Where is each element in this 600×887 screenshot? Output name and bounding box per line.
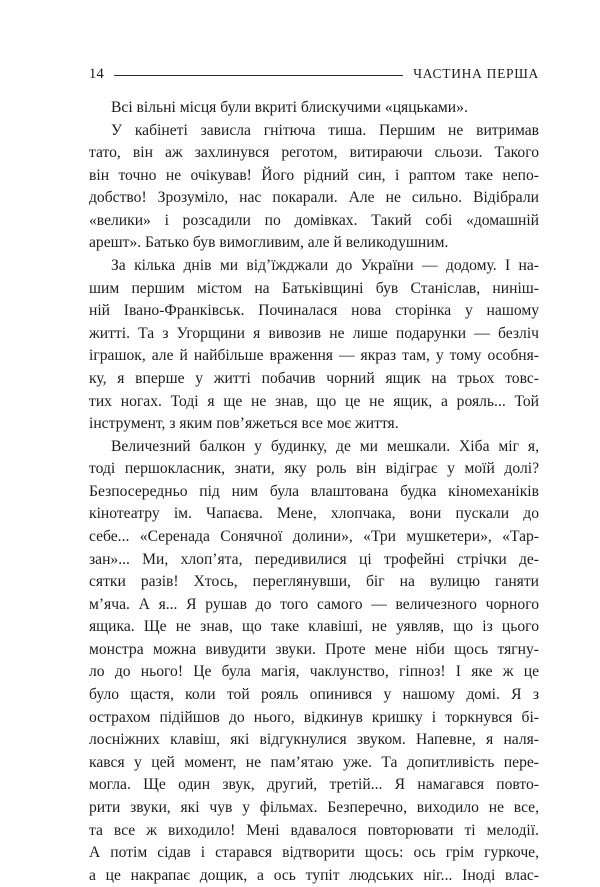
text-line: У кабінеті зависла гнітюча тиша. Першим не витримав: [111, 121, 539, 139]
text-line: шим першим містом на Батьківщині був Станіслав, нинiш-: [89, 279, 539, 297]
text-line: За кілька днів ми від’їжджали до України — додому. І на-: [111, 257, 539, 275]
text-line: ло до нього! Це була магія, чаклунство, гіпноз! І яке ж це: [89, 663, 539, 681]
text-line: А потім сідав і старався відтворити щось: ось грім гуркоче,: [89, 844, 539, 862]
text-line: Величезний балкон у будинку, де ми мешкали. Хіба міг я,: [111, 437, 539, 455]
header-rule: [114, 75, 403, 76]
text-line: житті. Та з Угорщини я вивозив не лише подарунки — безліч: [89, 324, 539, 342]
text-line: себе... «Серенада Сонячної долини», «Три мушкетери», «Тар-: [89, 527, 539, 545]
text-line: монстра можна вивудити звуки. Проте мене ніби щось тягну-: [89, 640, 539, 658]
text-line: тоді першокласник, знати, яку роль він відіграє у моїй долі?: [89, 460, 539, 478]
text-line: та все ж виходило! Мені вдавалося повторювати ті мелодії.: [89, 821, 539, 839]
text-line: тато, він аж захлинувся реготом, витираючи сльози. Такого: [89, 144, 539, 162]
text-line: він точно не очікував! Його рідний син, і раптом таке непо-: [89, 166, 539, 184]
text-line: ящика. Ще не знав, що таке клавіші, не уявляв, що із цього: [89, 618, 539, 636]
text-line: ній Івано-Франківськ. Починалася нова сторінка у нашому: [89, 302, 539, 320]
text-line: острахом підійшов до нього, відкинув кришку і торкнувся бі-: [89, 708, 539, 726]
section-title: ЧАСТИНА ПЕРША: [413, 66, 539, 81]
text-line: Безпосередньо під ним була влаштована будка кіномеханіків: [89, 482, 539, 500]
running-head: [89, 64, 539, 84]
text-line: сятки разів! Хтось, переглянувши, біг на вулицю ганяти: [89, 573, 539, 591]
text-line: було щастя, коли той рояль опинився у нашому домі. Я з: [89, 686, 539, 704]
text-line: могла. Ще один звук, другий, третій... Я намагався повто-: [89, 776, 539, 794]
text-line: інструмент, з яким пов’яжеться все моє життя.: [89, 415, 399, 433]
text-line: добство! Зрозуміло, нас покарали. Але не сильно. Відібрали: [89, 189, 539, 207]
text-line: іграшок, але й найбільше враження — якраз там, у тому особня-: [89, 347, 539, 365]
text-line: кінотеатру ім. Чапаєва. Мене, хлопчака, вони пускали до: [89, 505, 539, 523]
page-number: 14: [89, 65, 105, 82]
text-line: рити звуки, які чув у фільмах. Безперечно, виходило не все,: [89, 798, 539, 816]
body-text: [89, 97, 539, 887]
text-line: арешт». Батько був вимогливим, але й великодушним.: [89, 234, 449, 252]
text-line: м’яча. А я... Я рушав до того самого — величезного чорного: [89, 595, 539, 613]
text-line: лосніжних клавіш, які відгукнулися звуком. Напевне, я наля-: [89, 731, 539, 749]
text-line: тих ногах. Тоді я ще не знав, що це не ящик, а рояль... Той: [89, 392, 539, 410]
text-line: кався у цей момент, не пам’ятаю уже. Та допитливість пере-: [89, 753, 539, 771]
text-line: «велики» і розсадили по домівках. Такий собі «домашній: [89, 211, 539, 229]
text-line: ку, я вперше у житті побачив чорний ящик на трьох товс-: [89, 369, 539, 387]
text-line: Всі вільні місця були вкриті блискучими «цяцьками».: [111, 99, 468, 116]
text-line: зан»... Ми, хлоп’ята, передивилися ці трофейні стрічки де-: [89, 550, 539, 568]
text-line: а це накрапає дощик, а ось тупіт людських ніг... Іноді влас-: [89, 866, 539, 884]
